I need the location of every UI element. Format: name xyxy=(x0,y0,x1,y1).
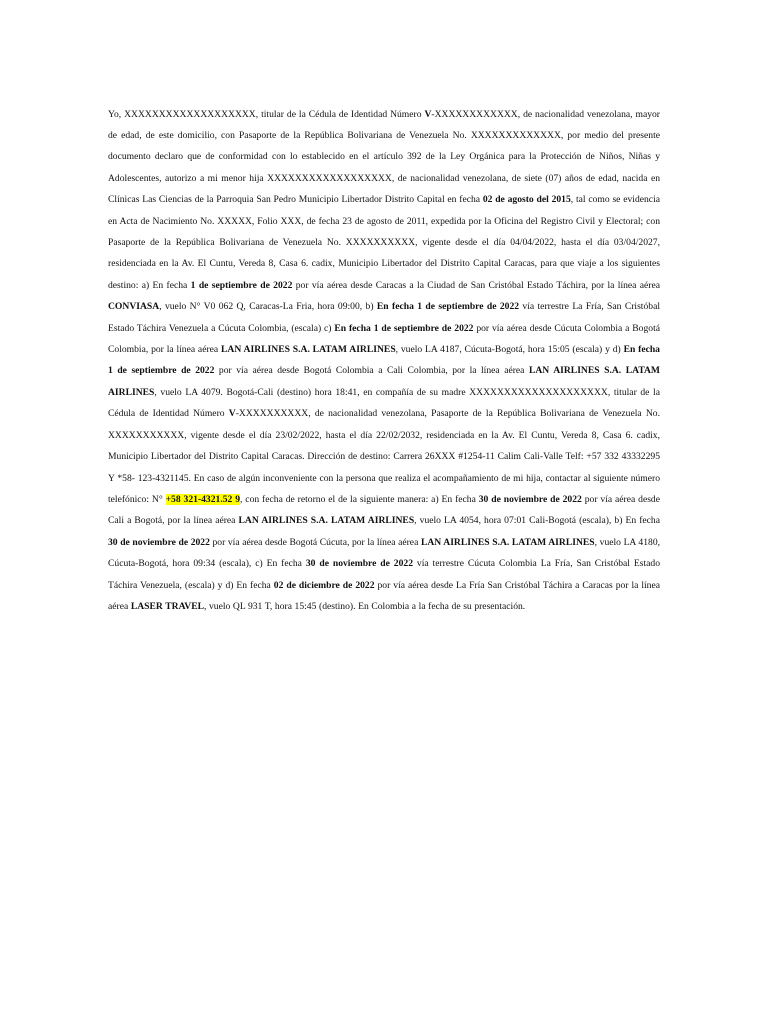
bold-text-segment: LAN AIRLINES S.A. LATAM AIRLINES xyxy=(238,515,415,527)
text-segment: vía terrestre Cúcuta Colombia La Fría, San Cristóbal Estado Táchira Venezuela, (escala) y d) En fecha xyxy=(108,558,660,591)
bold-text-segment: LAN AIRLINES S.A. LATAM AIRLINES xyxy=(108,365,660,398)
text-segment: , con fecha de retorno el de la siguiente manera: a) En fecha xyxy=(240,493,479,505)
text-segment: , vuelo LA 4180, Cúcuta-Bogotá, hora 09:34 (escala), c) En fecha xyxy=(108,536,661,570)
authorization-paragraph xyxy=(108,104,660,618)
bold-text-segment: 30 de noviembre de 2022 xyxy=(305,558,413,570)
text-segment: por vía aérea desde Cúcuta Colombia a Bogotá Colombia, por la línea aérea xyxy=(108,322,660,356)
text-segment: , vuelo LA 4079. Bogotá-Cali (destino) hora 18:41, en compañía de su madre XXXXXXXXXXXXXXXXXXXX, titular de la Cédula de Identidad Número xyxy=(108,386,660,420)
bold-text-segment: LAN AIRLINES S.A. LATAM AIRLINES xyxy=(221,344,396,356)
text-segment: por vía aérea desde Cali a Bogotá, por la línea aérea xyxy=(108,493,660,527)
bold-text-segment: LAN AIRLINES S.A. LATAM AIRLINES xyxy=(420,536,595,548)
bold-text-segment: LASER TRAVEL xyxy=(130,600,204,612)
text-segment: , vuelo N° V0 062 Q, Caracas-La Fria, hora 09:00, b) xyxy=(159,301,377,313)
bold-text-segment: En fecha 1 de septiembre de 2022 xyxy=(108,344,660,377)
text-segment: por vía aérea desde Bogotá Cúcuta, por la línea aérea xyxy=(209,536,421,548)
text-segment: vía terrestre La Fría, San Cristóbal Estado Táchira Venezuela a Cúcuta Colombia, (escala) c) xyxy=(108,301,660,334)
bold-text-segment: CONVIASA xyxy=(108,301,160,313)
bold-text-segment: 1 de septiembre de 2022 xyxy=(190,279,293,291)
bold-text-segment: En fecha 1 de septiembre de 2022 xyxy=(376,301,520,313)
text-segment: , vuelo QL 931 T, hora 15:45 (destino). En Colombia a la fecha de su presentación. xyxy=(204,600,526,612)
text-segment: por vía aérea desde Caracas a la Ciudad de San Cristóbal Estado Táchira, por la línea aérea xyxy=(292,279,661,291)
text-segment: , vuelo LA 4054, hora 07:01 Cali-Bogotá (escala), b) En fecha xyxy=(414,515,660,527)
bold-text-segment: 30 de noviembre de 2022 xyxy=(108,536,210,548)
text-segment: por vía aérea desde Bogotá Colombia a Cali Colombia, por la línea aérea xyxy=(214,365,529,377)
text-segment: , vuelo LA 4187, Cúcuta-Bogotá, hora 15:05 (escala) y d) xyxy=(395,344,624,356)
bold-text-segment: V xyxy=(228,408,236,420)
bold-text-segment: V xyxy=(424,108,432,120)
text-segment: Yo, XXXXXXXXXXXXXXXXXXX, titular de la Cédula de Identidad Número xyxy=(108,108,425,120)
bold-text-segment: 02 de agosto del 2015 xyxy=(482,194,571,206)
bold-text-segment: En fecha 1 de septiembre de 2022 xyxy=(334,322,474,334)
text-segment: -XXXXXXXXXXXX, de nacionalidad venezolana, mayor de edad, de este domicilio, con Pasaporte de la República Bolivariana de Venezuela No. XXXXXXXXXXXXX, por medio del presente documento declaro que de conformidad con lo establecido en el artículo 392 de la Ley Orgánica para la Protección de Niños, Niñas y Adolescentes, autorizo a mi menor hija XXXXXXXXXXXXXXXXXX, de nacionalidad venezolana, de siete (07) años de edad, nacida en Clínicas Las Ciencias de la Parroquia San Pedro Municipio Libertador Distrito Capital en fecha xyxy=(108,108,661,206)
text-segment: -XXXXXXXXXX, de nacionalidad venezolana, Pasaporte de la República Bolivariana de Venezuela No. XXXXXXXXXXX, vigente desde el día 23/02/2022, hasta el día 22/02/2032, residenciada en la Av. El Cuntu, Vereda 8, Casa 6. cadix, Municipio Libertador del Distrito Capital Caracas. Dirección de destino: Carrera 26XXX #1254-11 Calim Cali-Valle Telf: +57 332 43332295 Y *58- 123-4321145. En caso de algún inconveniente con la persona que realiza el acompañamiento de mi hija, contactar al siguiente número telefónico: N° xyxy=(108,408,661,505)
bold-text-segment: 02 de diciembre de 2022 xyxy=(273,579,375,591)
highlighted-phone-number: +58 321-4321.52 9 xyxy=(165,493,241,505)
bold-text-segment: 30 de noviembre de 2022 xyxy=(478,493,582,505)
text-segment: , tal como se evidencia en Acta de Nacimiento No. XXXXX, Folio XXX, de fecha 23 de agosto de 2011, expedida por la Oficina del Registro Civil y Electoral; con Pasaporte de la República Bolivariana de Venezuela No. XXXXXXXXXX, vigente desde el día 04/04/2022, hasta el día 03/04/2027, residenciada en la Av. El Cuntu, Vereda 8, Casa 6. cadix, Municipio Libertador del Distrito Capital Caracas, para que viaje a los siguientes destino: a) En fecha xyxy=(108,194,660,291)
text-segment: por vía aérea desde La Fría San Cristóbal Táchira a Caracas por la línea aérea xyxy=(108,579,660,612)
